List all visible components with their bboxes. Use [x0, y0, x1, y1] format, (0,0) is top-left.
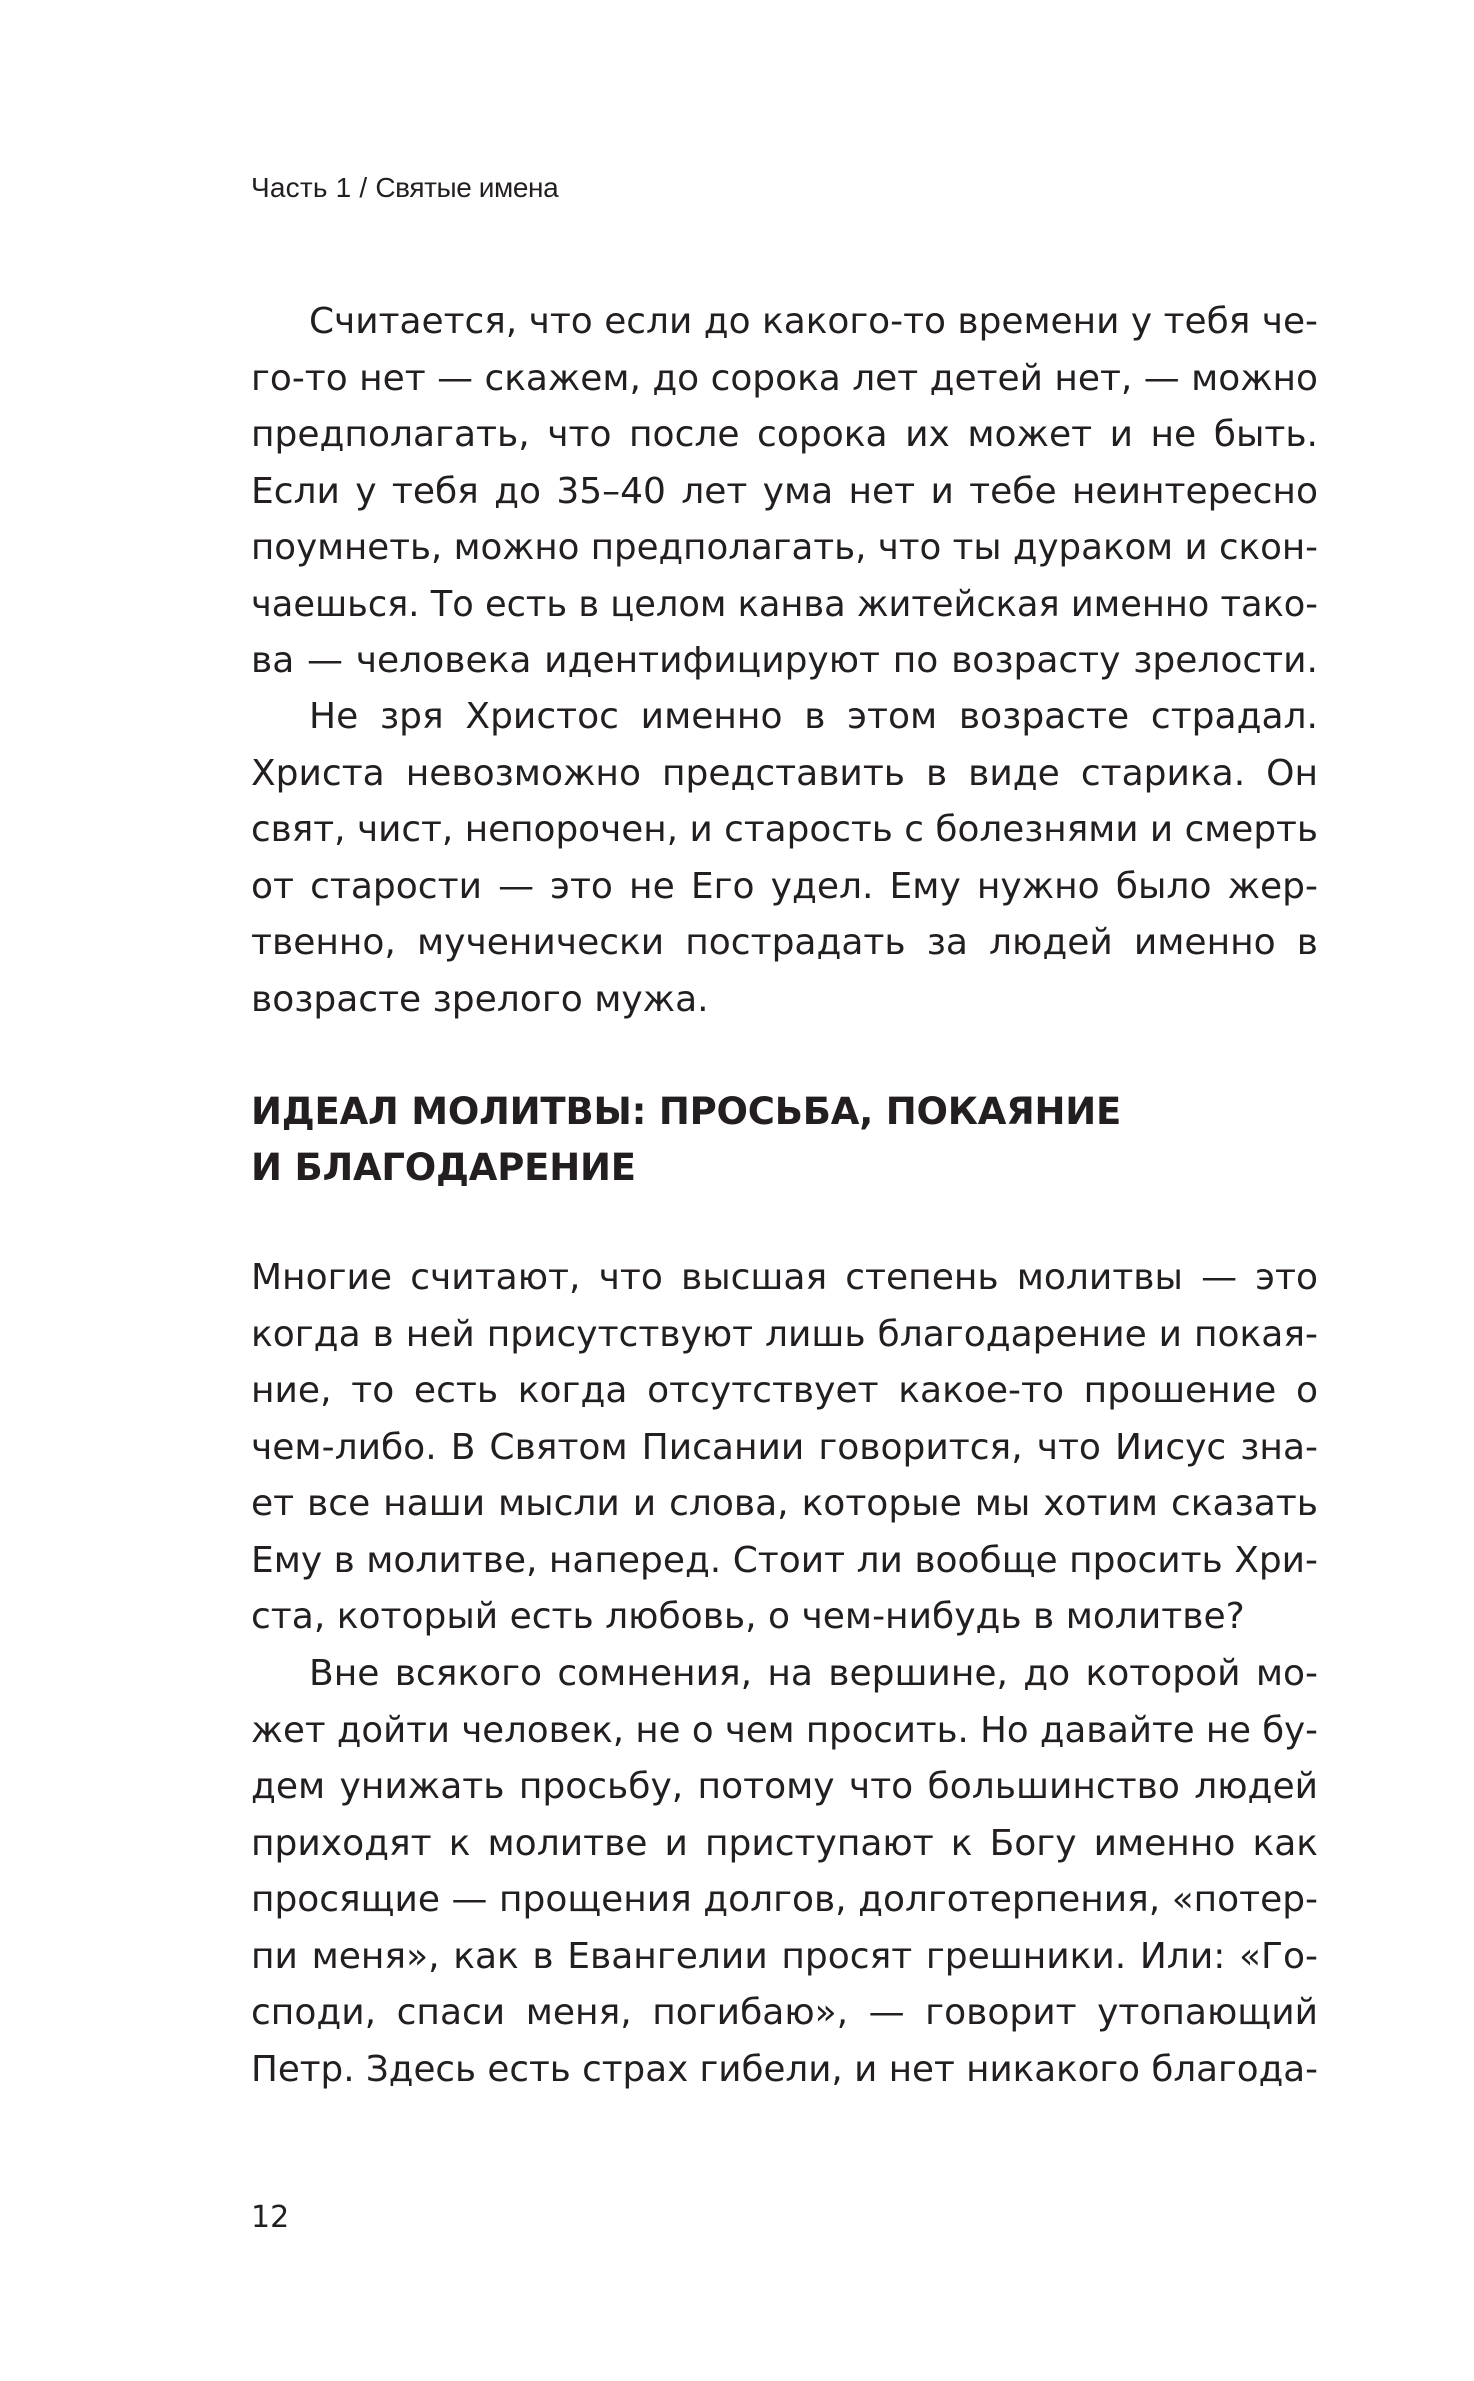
paragraph-1 [251, 294, 1318, 690]
section-heading [251, 1084, 1318, 1196]
text-line: свят, чист, непорочен, и старость с болезнями и смерть [251, 809, 1318, 850]
text-line: жет дойти человек, не о чем просить. Но давайте не бу- [251, 1709, 1318, 1751]
text-line: твенно, мученически пострадать за людей именно в [251, 922, 1318, 963]
text-line: ет все наши мысли и слова, которые мы хотим сказать [251, 1483, 1318, 1524]
paragraph-3 [251, 1250, 1318, 1646]
text-line: предполагать, что после сорока их может и не быть. [251, 414, 1318, 455]
text-line: Многие считают, что высшая степень молитвы — это [251, 1257, 1318, 1298]
text-line: ние, то есть когда отсутствует какое-то прошение о [251, 1370, 1318, 1411]
running-head-title: Святые имена [375, 172, 559, 203]
text-line: Не зря Христос именно в этом возрасте страдал. [309, 696, 1318, 737]
section-heading-line-2: И БЛАГОДАРЕНИЕ [251, 1146, 636, 1189]
running-head [251, 172, 558, 204]
text-line: приходят к молитве и приступают к Богу именно как [251, 1822, 1318, 1864]
paragraph-4 [251, 1646, 1318, 2098]
text-line: Петр. Здесь есть страх гибели, и нет никакого благода- [251, 2048, 1318, 2090]
text-line: споди, спаси меня, погибаю», — говорит утопающий [251, 1992, 1318, 2033]
text-line: Ему в молитве, наперед. Стоит ли вообще просить Хри- [251, 1539, 1318, 1581]
text-line: ва — человека идентифицируют по возрасту зрелости. [251, 640, 1318, 681]
paragraph-2 [251, 689, 1318, 1028]
text-line: ста, который есть любовь, о чем-нибудь в молитве? [251, 1596, 1245, 1637]
text-line: Считается, что если до какого-то времени у тебя че- [309, 301, 1318, 342]
text-line: Христа невозможно представить в виде старика. Он [251, 752, 1318, 794]
text-line: возрасте зрелого мужа. [251, 978, 709, 1020]
text-line: Если у тебя до 35–40 лет ума нет и тебе неинтересно [251, 470, 1318, 512]
section-heading-line-1: ИДЕАЛ МОЛИТВЫ: ПРОСЬБА, ПОКАЯНИЕ [251, 1090, 1122, 1133]
text-line: когда в ней присутствуют лишь благодарение и покая- [251, 1313, 1318, 1355]
text-line: чем-либо. В Святом Писании говорится, что Иисус зна- [251, 1426, 1318, 1468]
text-line: дем унижать просьбу, потому что большинство людей [251, 1766, 1318, 1807]
text-line: от старости — это не Его удел. Ему нужно было жер- [251, 865, 1318, 907]
text-line: пи меня», как в Евангелии просят грешники. Или: «Го- [251, 1935, 1318, 1977]
running-head-part: Часть 1 / [251, 172, 368, 203]
page-number: 12 [251, 2200, 290, 2235]
text-line: го-то нет — скажем, до сорока лет детей нет, — можно [251, 357, 1318, 399]
text-line: просящие — прощения долгов, долготерпения, «потер- [251, 1879, 1318, 1920]
text-line: поумнеть, можно предполагать, что ты дураком и скон- [251, 527, 1318, 568]
text-line: Вне всякого сомнения, на вершине, до которой мо- [309, 1653, 1318, 1694]
text-line: чаешься. То есть в целом канва житейская именно тако- [251, 583, 1318, 625]
